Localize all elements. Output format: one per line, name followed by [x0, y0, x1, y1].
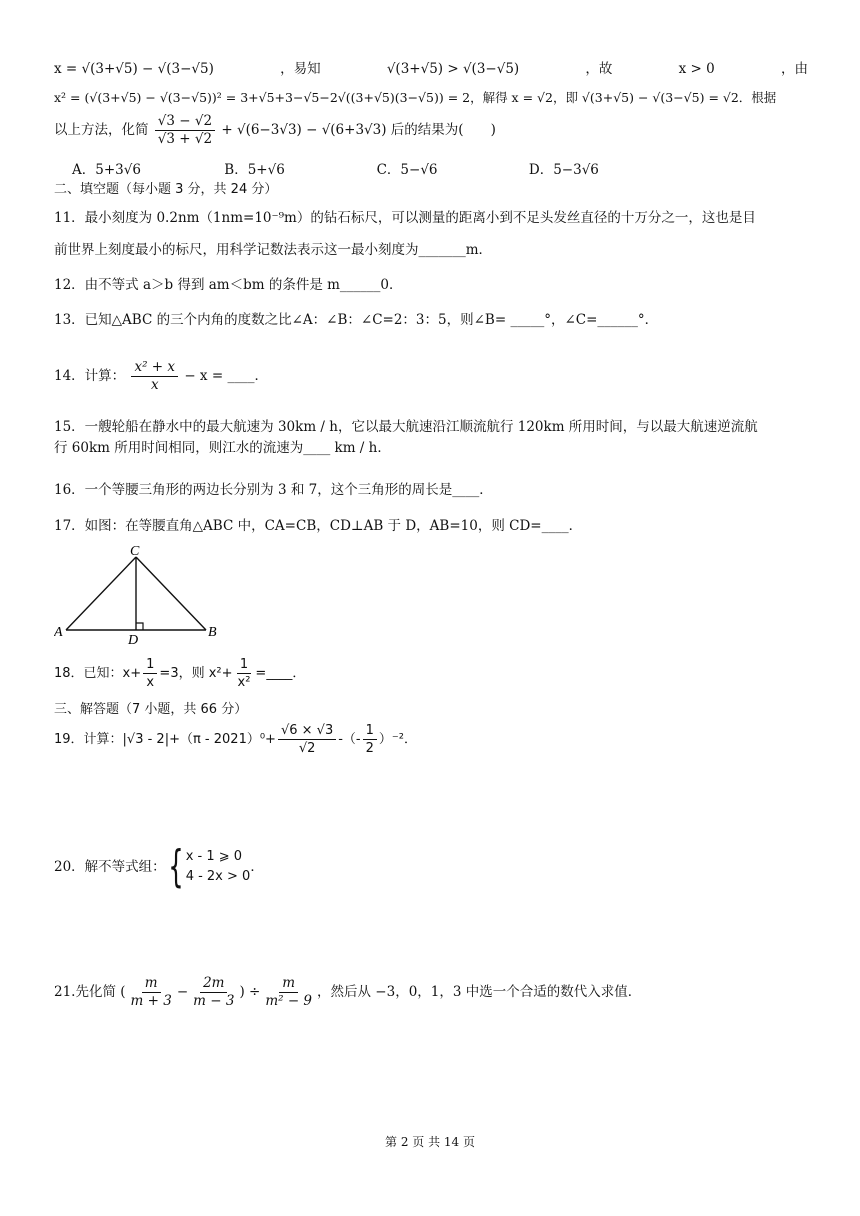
label-a: A [54, 625, 63, 640]
q21-tail: ，然后从 −3，0，1，3 中选一个合适的数代入求值． [317, 984, 642, 1000]
q10-line2 [54, 88, 808, 108]
q10-fraction-num: √3 − √2 [155, 113, 215, 131]
q21-minus: − [176, 984, 189, 1000]
q20-label: 20．解不等式组： [54, 859, 166, 875]
q16: 16．一个等腰三角形的两边长分别为 3 和 7，这个三角形的周长是____． [54, 482, 493, 498]
q11-line2: 前世界上刻度最小的标尺，用科学记数法表示这一最小刻度为_______m． [54, 242, 493, 258]
q21-fraction-2 [190, 975, 237, 1010]
q10-text-gu: ，故 [585, 61, 613, 77]
q18-mid: =3，则 x²+ [159, 666, 233, 681]
q10-fraction-den: √3 + √2 [157, 131, 213, 147]
q20-brace: { [167, 841, 184, 892]
q21-divide: ) ÷ [239, 984, 261, 1000]
q18-f1-num: 1 [143, 656, 157, 674]
q19-num: √6 × √3 [278, 722, 336, 740]
choice-b[interactable]: B．5+√6 [224, 162, 285, 178]
right-angle-mark [136, 623, 143, 630]
q21-f1-num: m [142, 975, 161, 993]
q14-label: 14．计算： [54, 368, 126, 384]
q10-text-yizhi: ，易知 [280, 61, 321, 77]
label-c: C [130, 545, 140, 559]
side-cb [136, 557, 206, 630]
q10-expression-tail: + √(6−3√3) − √(6+3√3) 后的结果为( ) [221, 122, 496, 138]
q14-tail: − x = ____． [184, 368, 268, 384]
q21-fraction-3 [262, 975, 315, 1010]
q19-fraction [278, 722, 336, 757]
q19-label: 19．计算：|√3 - 2|+（π - 2021）⁰+ [54, 732, 276, 747]
q19-mid: -（- [338, 732, 361, 747]
q10-line1 [54, 59, 808, 79]
q10-instruction: 以上方法，化简 [54, 122, 149, 138]
q18-f2-num: 1 [237, 656, 251, 674]
q10-text-you: ，由 [781, 61, 808, 77]
q21 [54, 972, 808, 1012]
q18-fraction-1 [143, 656, 157, 691]
q18-fraction-2 [235, 656, 254, 691]
q18-f1-den: x [146, 675, 155, 690]
q11-line1: 11．最小刻度为 0.2nm（1nm=10⁻⁹m）的钻石标尺，可以测量的距离小到不足头发丝直径的十万分之一，这也是目 [54, 210, 756, 226]
q21-f2-num: 2m [200, 975, 227, 993]
q10-expr-positive: x > 0 [678, 61, 715, 77]
q20-tail: ． [250, 859, 264, 875]
q19-half-den: 2 [365, 741, 374, 756]
q12: 12．由不等式 a＞b 得到 am＜bm 的条件是 m______0． [54, 277, 403, 293]
q20-inequality-2: 4 - 2x > 0 [185, 869, 251, 884]
q10-expr-x: x = √(3+√5) − √(3−√5) [54, 61, 214, 77]
q14 [54, 358, 808, 394]
choice-a[interactable]: A．5+3√6 [72, 162, 141, 178]
q10-line3 [54, 113, 808, 148]
q18 [54, 656, 808, 692]
q20-inequality-1: x - 1 ⩾ 0 [185, 849, 243, 864]
q13: 13．已知△ABC 的三个内角的度数之比∠A：∠B：∠C=2：3：5，则∠B= _____°，∠C=______°． [54, 312, 659, 328]
q21-label: 21.先化简 ( [54, 984, 126, 1000]
choice-c[interactable]: C．5−√6 [376, 162, 438, 178]
label-b: B [208, 625, 217, 640]
q10-expr-compare: √(3+√5) > √(3−√5) [386, 61, 520, 77]
q19-half-num: 1 [363, 722, 377, 740]
q10-choices [72, 160, 808, 180]
choice-d[interactable]: D．5−3√6 [528, 162, 599, 178]
q18-f2-den: x² [237, 675, 251, 690]
q21-f3-num: m [279, 975, 298, 993]
q10-derivation: x² = (√(3+√5) − √(3−√5))² = 3+√5+3−√5−2√((3+√5)(3−√5)) = 2，解得 x = √2，即 √(3+√5) − √(3−√5) = √2．根据 [54, 90, 777, 105]
side-ac [66, 557, 136, 630]
q21-f3-den: m² − 9 [265, 993, 313, 1009]
q14-fraction [131, 359, 178, 394]
q17: 17．如图：在等腰直角△ABC 中，CA=CB，CD⊥AB 于 D，AB=10，则 CD=____． [54, 518, 583, 534]
q14-fraction-den: x [150, 377, 159, 393]
page-footer: 第 2 页 共 14 页 [385, 1135, 475, 1149]
q21-f1-den: m + 3 [130, 993, 172, 1009]
q14-fraction-num: x² + x [131, 359, 178, 377]
section-2-heading: 二、填空题（每小题 3 分，共 24 分） [54, 182, 278, 197]
q19-half [363, 722, 377, 757]
q15-line1: 15．一艘轮船在静水中的最大航速为 30km / h，它以最大航速沿江顺流航行 120km 所用时间，与以最大航速逆流航 [54, 419, 758, 435]
q18-tail: =____． [255, 666, 306, 681]
q20 [54, 842, 808, 892]
q19-tail: ）⁻²． [378, 732, 417, 747]
q10-fraction [155, 113, 215, 148]
q17-triangle-figure [54, 545, 234, 645]
q21-fraction-1 [128, 975, 175, 1010]
section-3-heading: 三、解答题（7 小题，共 66 分） [54, 702, 248, 717]
q18-label: 18．已知：x+ [54, 666, 142, 681]
q15-line2: 行 60km 所用时间相同，则江水的流速为____ km / h． [54, 440, 391, 456]
label-d: D [128, 633, 139, 645]
q20-system [186, 847, 251, 887]
q21-f2-den: m − 3 [193, 993, 235, 1009]
q19 [54, 720, 808, 760]
q19-den: √2 [298, 741, 316, 756]
